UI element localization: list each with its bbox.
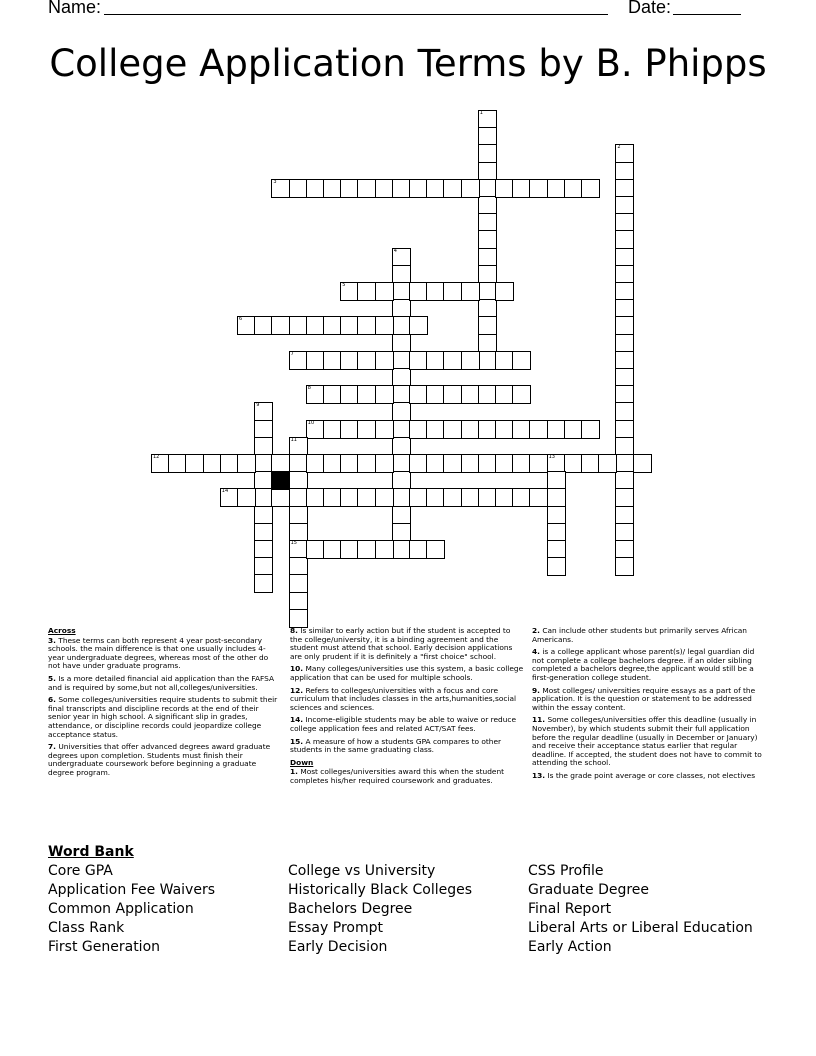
- crossword-cell[interactable]: [495, 420, 514, 439]
- cell-number: 9: [256, 402, 260, 409]
- clue-down-4: 4. is a college applicant whose parent(s)/ legal guardian did not complete a college bachelors degree. if an older sibling completed a bachelors degree,the applicant would still be a first-generation college student.: [532, 647, 755, 682]
- crossword-cell[interactable]: [289, 574, 308, 593]
- crossword-cell[interactable]: [203, 454, 222, 473]
- crossword-cell[interactable]: [409, 540, 428, 559]
- crossword-cell[interactable]: [306, 454, 325, 473]
- crossword-cell[interactable]: [615, 196, 634, 215]
- word-bank-item: Early Action: [528, 939, 612, 955]
- crossword-cell[interactable]: [340, 420, 359, 439]
- crossword-cell[interactable]: [375, 488, 394, 507]
- crossword-cell[interactable]: [289, 506, 308, 525]
- word-bank-heading: Word Bank: [48, 844, 134, 860]
- crossword-cell[interactable]: [289, 609, 308, 628]
- crossword-cell[interactable]: [289, 523, 308, 542]
- clue-across-8: 8. Is similar to early action but if the student is accepted to the college/university, it is a binding agreement and the student must attend that school. Early decision applications are only prudent if it is definitely a "first choice" school.: [290, 626, 513, 661]
- cell-number: 3: [273, 178, 277, 185]
- crossword-cell[interactable]: [478, 488, 497, 507]
- crossword-cell[interactable]: [392, 248, 411, 267]
- crossword-cell[interactable]: [357, 420, 376, 439]
- crossword-cell[interactable]: [409, 351, 428, 370]
- crossword-cell[interactable]: [289, 351, 308, 370]
- crossword-cell[interactable]: [443, 351, 462, 370]
- crossword-cell[interactable]: [478, 110, 497, 129]
- crossword-cell[interactable]: [323, 179, 342, 198]
- across-heading: Across: [48, 626, 76, 635]
- crossword-cell[interactable]: [254, 488, 273, 507]
- crossword-cell[interactable]: [220, 488, 239, 507]
- crossword-cell[interactable]: [443, 454, 462, 473]
- crossword-cell[interactable]: [409, 282, 428, 301]
- crossword-cell[interactable]: [254, 506, 273, 525]
- crossword-cell[interactable]: [289, 557, 308, 576]
- crossword-cell[interactable]: [409, 454, 428, 473]
- crossword-cell[interactable]: [547, 557, 566, 576]
- crossword-cell[interactable]: [443, 420, 462, 439]
- clue-across-14: 14. Income-eligible students may be able to waive or reduce college application fees and related ACT/SAT fees.: [290, 715, 516, 733]
- word-bank-column-1: [48, 862, 215, 957]
- crossword-cell[interactable]: [478, 420, 497, 439]
- crossword-cell[interactable]: [547, 523, 566, 542]
- crossword-cell[interactable]: [306, 420, 325, 439]
- crossword-cell[interactable]: [254, 437, 273, 456]
- crossword-cell[interactable]: [340, 488, 359, 507]
- crossword-cell[interactable]: [547, 454, 566, 473]
- word-bank-item: Historically Black Colleges: [288, 882, 473, 898]
- crossword-cell[interactable]: [340, 316, 359, 335]
- crossword-cell[interactable]: [323, 488, 342, 507]
- clue-across-12: 12. Refers to colleges/universities with a focus and core curriculum that includes classes in the arts,humanities,social sciences and sciences.: [290, 685, 517, 712]
- crossword-cell[interactable]: [151, 454, 170, 473]
- crossword-cell[interactable]: [512, 488, 531, 507]
- crossword-cell[interactable]: [409, 316, 428, 335]
- crossword-cell[interactable]: [478, 316, 497, 335]
- crossword-cell[interactable]: [375, 385, 394, 404]
- crossword-cell[interactable]: [237, 488, 256, 507]
- crossword-cell[interactable]: [564, 420, 583, 439]
- clue-down-2: 2. Can include other students but primarily serves African Americans.: [532, 626, 747, 644]
- crossword-cell[interactable]: [392, 437, 411, 456]
- crossword-cell[interactable]: [461, 179, 480, 198]
- crossword-cell[interactable]: [547, 488, 566, 507]
- cell-number: 15: [290, 540, 297, 546]
- crossword-cell[interactable]: [340, 385, 359, 404]
- crossword-cell[interactable]: [478, 334, 497, 353]
- crossword-cell[interactable]: [443, 385, 462, 404]
- crossword-cell[interactable]: [615, 437, 634, 456]
- crossword-cell[interactable]: [512, 420, 531, 439]
- crossword-cell[interactable]: [615, 230, 634, 249]
- crossword-cell[interactable]: [289, 437, 308, 456]
- crossword-cell[interactable]: [289, 454, 308, 473]
- crossword-cell[interactable]: [409, 179, 428, 198]
- crossword-cell[interactable]: [254, 540, 273, 559]
- crossword-cell[interactable]: [478, 230, 497, 249]
- crossword-cell[interactable]: [615, 420, 634, 439]
- clue-down-1: 1. Most colleges/universities award this when the student completes his/her required coursework and graduates.: [290, 767, 505, 785]
- clues-column-2: [290, 627, 524, 790]
- crossword-cell[interactable]: [512, 179, 531, 198]
- crossword-cell[interactable]: [615, 299, 634, 318]
- down-heading: Down: [290, 757, 314, 767]
- crossword-cell[interactable]: [340, 351, 359, 370]
- crossword-cell[interactable]: [443, 488, 462, 507]
- clue-across-10: 10. Many colleges/universities use this system, a basic college application that can be used for multiple schools.: [290, 664, 524, 682]
- crossword-cell[interactable]: [478, 454, 497, 473]
- crossword-cell[interactable]: [615, 385, 634, 404]
- crossword-cell[interactable]: [615, 316, 634, 335]
- crossword-cell[interactable]: [409, 488, 428, 507]
- crossword-cell[interactable]: [443, 179, 462, 198]
- crossword-cell[interactable]: [426, 454, 445, 473]
- crossword-cell[interactable]: [426, 488, 445, 507]
- crossword-cell[interactable]: [306, 385, 325, 404]
- crossword-cell[interactable]: [323, 351, 342, 370]
- crossword-cell[interactable]: [615, 162, 634, 181]
- crossword-cell[interactable]: [615, 144, 634, 163]
- crossword-cell[interactable]: [392, 299, 411, 318]
- word-bank-item: Graduate Degree: [528, 882, 650, 898]
- crossword-cell[interactable]: [323, 454, 342, 473]
- crossword-cell[interactable]: [615, 213, 634, 232]
- cell-number: 10: [307, 419, 315, 426]
- crossword-cell[interactable]: [512, 385, 531, 404]
- crossword-cell[interactable]: [615, 454, 634, 473]
- crossword-cell[interactable]: [495, 385, 514, 404]
- crossword-cell[interactable]: [306, 179, 325, 198]
- crossword-cell[interactable]: [375, 454, 394, 473]
- word-bank-item: First Generation: [48, 939, 161, 955]
- crossword-cell[interactable]: [357, 351, 376, 370]
- crossword-cell[interactable]: [289, 592, 308, 611]
- crossword-cell[interactable]: [375, 351, 394, 370]
- clue-across-15: 15. A measure of how a students GPA compares to other students in the same graduating class.: [290, 736, 502, 755]
- crossword-cell[interactable]: [426, 420, 445, 439]
- crossword-cell[interactable]: [323, 420, 342, 439]
- crossword-cell[interactable]: [392, 506, 411, 525]
- crossword-cell[interactable]: [392, 420, 411, 439]
- crossword-cell[interactable]: [615, 557, 634, 576]
- crossword-cell[interactable]: [237, 454, 256, 473]
- crossword-cell[interactable]: [254, 316, 273, 335]
- clue-across-3: 3. These terms can both represent 4 year post-secondary schools. the main difference is that one usually includes 4-year undergraduate degrees, whereas most of the other do not have under graduate programs.: [48, 635, 269, 671]
- crossword-cell[interactable]: [461, 488, 480, 507]
- crossword-cell[interactable]: [289, 540, 308, 559]
- crossword-cell[interactable]: [547, 420, 566, 439]
- crossword-cell[interactable]: [495, 179, 514, 198]
- word-bank-item: Liberal Arts or Liberal Education: [528, 920, 753, 936]
- word-bank-item: Bachelors Degree: [288, 901, 413, 917]
- crossword-cell[interactable]: [306, 540, 325, 559]
- crossword-cell[interactable]: [615, 248, 634, 267]
- crossword-cell[interactable]: [495, 282, 514, 301]
- crossword-cell[interactable]: [615, 334, 634, 353]
- word-bank-item: Class Rank: [48, 920, 125, 936]
- word-bank-item: Application Fee Waivers: [48, 882, 216, 898]
- crossword-cell[interactable]: [615, 540, 634, 559]
- crossword-cell[interactable]: [271, 454, 290, 473]
- crossword-cell[interactable]: [357, 179, 376, 198]
- crossword-cell[interactable]: [237, 316, 256, 335]
- crossword-cell[interactable]: [461, 385, 480, 404]
- crossword-cell[interactable]: [254, 557, 273, 576]
- cell-number: 8: [307, 385, 311, 392]
- crossword-cell[interactable]: [461, 420, 480, 439]
- crossword-cell[interactable]: [392, 334, 411, 353]
- crossword-cell[interactable]: [461, 282, 480, 301]
- crossword-cell[interactable]: [478, 299, 497, 318]
- crossword-cell[interactable]: [615, 506, 634, 525]
- crossword-cell[interactable]: [392, 282, 411, 301]
- crossword-cell[interactable]: [615, 282, 634, 301]
- crossword-cell[interactable]: [426, 385, 445, 404]
- cell-number: 5: [342, 282, 346, 288]
- crossword-cell[interactable]: [615, 368, 634, 387]
- crossword-cell[interactable]: [495, 454, 514, 473]
- crossword-cell[interactable]: [547, 179, 566, 198]
- crossword-cell[interactable]: [615, 471, 634, 490]
- date-label: Date:: [628, 0, 672, 17]
- crossword-cell[interactable]: [357, 540, 376, 559]
- cell-number: 14: [221, 488, 229, 495]
- crossword-cell[interactable]: [340, 540, 359, 559]
- crossword-cell[interactable]: [564, 179, 583, 198]
- crossword-cell[interactable]: [512, 351, 531, 370]
- crossword-cell[interactable]: [323, 316, 342, 335]
- word-bank-item: Final Report: [528, 901, 612, 917]
- word-bank-item: College vs University: [288, 863, 436, 879]
- crossword-cell[interactable]: [426, 351, 445, 370]
- crossword-cell[interactable]: [220, 454, 239, 473]
- crossword-cell[interactable]: [340, 282, 359, 301]
- crossword-cell[interactable]: [306, 488, 325, 507]
- crossword-cell[interactable]: [443, 282, 462, 301]
- crossword-cell[interactable]: [581, 454, 600, 473]
- clue-across-5: 5. Is a more detailed financial aid application than the FAFSA and is required by some,but not all,colleges/universities.: [48, 673, 275, 692]
- crossword-cell[interactable]: [529, 179, 548, 198]
- crossword-cell[interactable]: [168, 454, 187, 473]
- crossword-cell[interactable]: [478, 127, 497, 146]
- crossword-cell[interactable]: [512, 454, 531, 473]
- crossword-cell[interactable]: [392, 385, 411, 404]
- clue-down-11: 11. Some colleges/universities offer this deadline (usually in November), by which students submit their full application before the regular deadline (usually in December or January) and receive their acceptance status earlier that regular deadline. If accepted, the student does not have to commit to attending the school.: [532, 715, 762, 768]
- crossword-cell[interactable]: [478, 179, 497, 198]
- clue-down-9: 9. Most colleges/ universities require essays as a part of the application. It is the question or statement to be addressed within the essay content.: [532, 685, 756, 712]
- crossword-cell[interactable]: [289, 179, 308, 198]
- crossword-cell[interactable]: [529, 488, 548, 507]
- cell-number: 13: [548, 454, 555, 460]
- crossword-cell[interactable]: [289, 488, 308, 507]
- crossword-cell[interactable]: [615, 523, 634, 542]
- crossword-cell[interactable]: [529, 454, 548, 473]
- cell-number: 12: [153, 454, 160, 460]
- crossword-cell[interactable]: [323, 540, 342, 559]
- crossword-cell[interactable]: [615, 402, 634, 421]
- crossword-cell[interactable]: [375, 179, 394, 198]
- crossword-cell[interactable]: [478, 385, 497, 404]
- word-bank-column-3: [528, 862, 753, 957]
- cell-number: 6: [239, 316, 243, 323]
- crossword-cell[interactable]: [271, 179, 290, 198]
- crossword-cell[interactable]: [375, 540, 394, 559]
- crossword-cell[interactable]: [615, 488, 634, 507]
- crossword-cell[interactable]: [392, 523, 411, 542]
- crossword-cell[interactable]: [426, 540, 445, 559]
- crossword-cell[interactable]: [392, 179, 411, 198]
- crossword-cell[interactable]: [581, 179, 600, 198]
- crossword-cell[interactable]: [392, 471, 411, 490]
- crossword-cell[interactable]: [478, 351, 497, 370]
- crossword-cell[interactable]: [461, 351, 480, 370]
- crossword-cell[interactable]: [529, 420, 548, 439]
- word-bank-item: CSS Profile: [528, 863, 604, 879]
- crossword-cell[interactable]: [461, 454, 480, 473]
- crossword-cell[interactable]: [547, 540, 566, 559]
- crossword-cell[interactable]: [357, 454, 376, 473]
- crossword-cell[interactable]: [271, 488, 290, 507]
- crossword-cell[interactable]: [478, 144, 497, 163]
- crossword-cell[interactable]: [375, 316, 394, 335]
- crossword-cell[interactable]: [478, 162, 497, 181]
- crossword-cell[interactable]: [495, 488, 514, 507]
- crossword-cell[interactable]: [409, 385, 428, 404]
- crossword-cell[interactable]: [375, 282, 394, 301]
- clue-across-7: 7. Universities that offer advanced degrees award graduate degrees upon completion. Students must finish their undergraduate coursework before beginning a graduate degree program.: [48, 742, 271, 777]
- crossword-cell[interactable]: [392, 351, 411, 370]
- crossword-cell[interactable]: [392, 265, 411, 284]
- crossword-cell[interactable]: [323, 385, 342, 404]
- crossword-cell[interactable]: [495, 351, 514, 370]
- clues-column-1: [48, 627, 280, 782]
- crossword-cell[interactable]: [547, 471, 566, 490]
- crossword-cell[interactable]: [357, 385, 376, 404]
- crossword-cell[interactable]: [615, 351, 634, 370]
- crossword-cell[interactable]: [357, 316, 376, 335]
- blocked-cell: [271, 471, 290, 490]
- crossword-cell[interactable]: [392, 402, 411, 421]
- crossword-cell[interactable]: [426, 282, 445, 301]
- crossword-cell[interactable]: [478, 282, 497, 301]
- crossword-cell[interactable]: [392, 316, 411, 335]
- page-title: College Application Terms by B. Phipps: [49, 42, 767, 85]
- crossword-cell[interactable]: [547, 506, 566, 525]
- word-bank-item: Essay Prompt: [288, 920, 383, 936]
- crossword-cell[interactable]: [478, 248, 497, 267]
- crossword-cell[interactable]: [271, 316, 290, 335]
- crossword-cell[interactable]: [185, 454, 204, 473]
- crossword-cell[interactable]: [254, 523, 273, 542]
- crossword-cell[interactable]: [392, 368, 411, 387]
- word-bank-item: Core GPA: [48, 863, 113, 879]
- crossword-cell[interactable]: [254, 454, 273, 473]
- crossword-cell[interactable]: [615, 179, 634, 198]
- crossword-cell[interactable]: [254, 402, 273, 421]
- crossword-cell[interactable]: [289, 316, 308, 335]
- cell-number: 11: [290, 436, 297, 443]
- crossword-cell[interactable]: [375, 420, 394, 439]
- crossword-cell[interactable]: [564, 454, 583, 473]
- crossword-cell[interactable]: [340, 454, 359, 473]
- crossword-cell[interactable]: [306, 351, 325, 370]
- crossword-cell[interactable]: [392, 540, 411, 559]
- cell-number: 1: [479, 110, 483, 116]
- crossword-cell[interactable]: [254, 471, 273, 490]
- clue-across-6: 6. Some colleges/universities require students to submit their final transcripts and discipline records at the end of their senior year in high school. A significant slip in grades, attendance, or discipline records could jeopardize college acceptance status.: [48, 695, 278, 739]
- crossword-cell[interactable]: [581, 420, 600, 439]
- cell-number: 7: [290, 350, 294, 357]
- crossword-cell[interactable]: [392, 454, 411, 473]
- crossword-cell[interactable]: [478, 196, 497, 215]
- cell-number: 4: [393, 247, 397, 254]
- crossword-cell[interactable]: [598, 454, 617, 473]
- name-label: Name:: [48, 0, 102, 17]
- crossword-cell[interactable]: [306, 316, 325, 335]
- crossword-cell[interactable]: [254, 574, 273, 593]
- word-bank-item: Common Application: [48, 901, 194, 917]
- crossword-cell[interactable]: [615, 265, 634, 284]
- word-bank-item: Early Decision: [288, 939, 388, 955]
- clues-column-3: [532, 627, 766, 785]
- crossword-cell[interactable]: [392, 488, 411, 507]
- crossword-cell[interactable]: [357, 282, 376, 301]
- crossword-cell[interactable]: [254, 420, 273, 439]
- crossword-cell[interactable]: [357, 488, 376, 507]
- crossword-cell[interactable]: [633, 454, 652, 473]
- crossword-cell[interactable]: [478, 213, 497, 232]
- word-bank-column-2: [288, 862, 472, 957]
- crossword-cell[interactable]: [409, 420, 428, 439]
- crossword-cell[interactable]: [426, 179, 445, 198]
- crossword-cell[interactable]: [340, 179, 359, 198]
- cell-number: 2: [617, 144, 621, 151]
- crossword-cell[interactable]: [289, 471, 308, 490]
- clue-down-13: 13. Is the grade point average or core classes, not electives: [532, 770, 756, 780]
- crossword-cell[interactable]: [478, 265, 497, 284]
